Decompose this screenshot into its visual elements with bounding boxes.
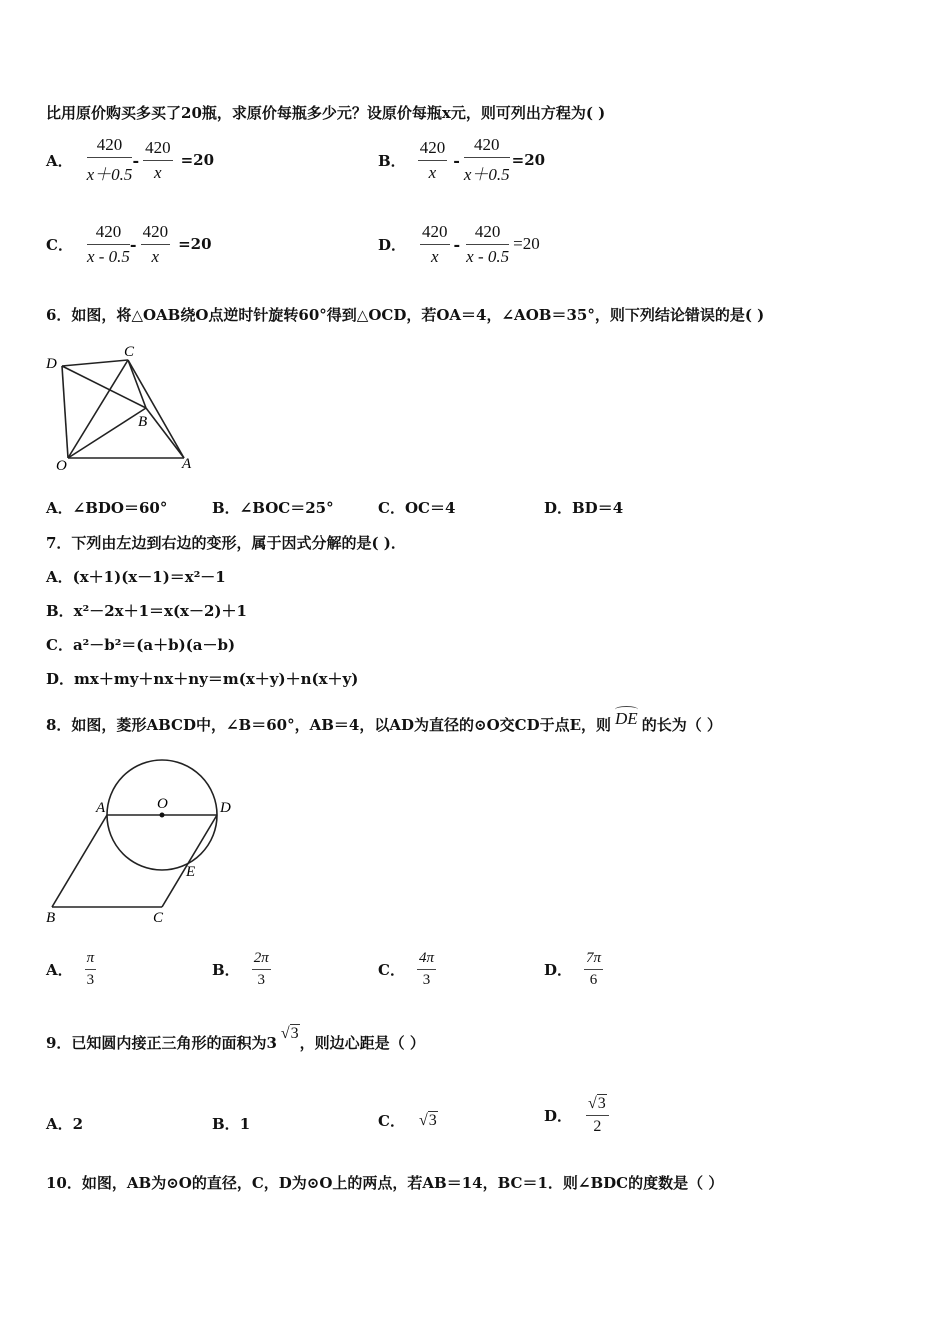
- q6-option-b: B．∠BOC＝25°: [212, 499, 334, 517]
- fraction: $\frac{420}{x}$: [422, 221, 448, 266]
- q8-option-a: A． $\frac{\pi}{3}$: [46, 949, 95, 988]
- fraction: $\frac{\pi}{3}$: [86, 949, 95, 988]
- q7-option-d: D．mx＋my＋nx＋ny＝m(x＋y)＋n(x＋y): [46, 670, 359, 688]
- q10-stem: 10．如图，AB为⊙O的直径，C，D为⊙O上的两点，若AB＝14，BC＝1．则∠BDC的度数是（ ）: [46, 1174, 724, 1192]
- q5-option-b: B． $\frac{420}{x}$ - $\frac{420}{x+0.5}$ =20: [378, 135, 546, 184]
- q8-figure: [40, 752, 250, 930]
- center-point: [160, 813, 165, 818]
- q5-option-c: C． $\frac{420}{x - 0.5}$ - $\frac{420}{x}$ =20: [46, 221, 212, 266]
- label-E: E: [186, 864, 196, 880]
- q7-option-c: C．a²－b²＝(a＋b)(a－b): [46, 636, 236, 654]
- q6-option-c: C．OC＝4: [378, 499, 456, 517]
- label-B: B: [138, 414, 148, 430]
- fraction: $\frac{420}{x}$: [142, 221, 169, 266]
- q9-stem: 9．已知圆内接正三角形的面积为3 √3 ，则边心距是（ ）: [46, 1025, 425, 1052]
- q8-option-c: C． $\frac{4\pi}{3}$: [378, 949, 434, 988]
- q8-option-b: B． $\frac{2\pi}{3}$: [212, 949, 269, 988]
- q7-option-b: B．x²－2x＋1＝x(x－2)＋1: [46, 602, 247, 620]
- q9-option-a: A．2: [46, 1115, 84, 1133]
- option-label: A．: [46, 151, 73, 170]
- fraction: $\frac{7\pi}{6}$: [586, 949, 602, 988]
- label-O: O: [56, 458, 67, 474]
- q6-figure: [44, 342, 200, 474]
- label-D: D: [220, 800, 231, 816]
- q9-option-c: C． √3: [378, 1111, 437, 1130]
- q6-option-d: D．BD＝4: [544, 499, 624, 517]
- option-label: D．: [378, 235, 407, 254]
- option-label: C．: [46, 235, 73, 254]
- label-A: A: [96, 800, 106, 816]
- q5-stem: 比用原价购买多买了20瓶，求原价每瓶多少元？设原价每瓶x元，则可列出方程为( ): [46, 104, 606, 122]
- fraction: $\frac{√3}{2}$: [586, 1095, 609, 1136]
- q5-option-a: A． $\frac{420}{x+0.5}$ - $\frac{420}{x}$ =20: [46, 135, 215, 184]
- radical: √3: [418, 1111, 437, 1129]
- fraction: $\frac{420}{x+0.5}$: [463, 135, 510, 184]
- label-D: D: [46, 356, 57, 372]
- q7-stem: 7．下列由左边到右边的变形，属于因式分解的是( )．: [46, 534, 406, 552]
- q8-option-d: D． $\frac{7\pi}{6}$: [544, 949, 602, 988]
- arc-notation: DE: [615, 709, 638, 729]
- fraction: $\frac{420}{x}$: [419, 137, 446, 182]
- q8-stem: 8．如图，菱形ABCD中，∠B＝60°，AB＝4，以AD为直径的⊙O交CD于点E，则 DE 的长为（ ）: [46, 714, 722, 735]
- label-C: C: [124, 344, 135, 360]
- fraction: $\frac{420}{x - 0.5}$: [86, 221, 130, 266]
- q9-option-d: D． $\frac{√3}{2}$: [544, 1090, 609, 1140]
- fraction: $\frac{420}{x+0.5}$: [86, 135, 133, 184]
- label-A: A: [182, 456, 192, 472]
- q6-option-a: A．∠BDO＝60°: [46, 499, 168, 517]
- q5-option-d: D． $\frac{420}{x}$ - $\frac{420}{x - 0.5}$ =20: [378, 221, 540, 266]
- q7-option-a: A．(x＋1)(x－1)＝x²－1: [46, 568, 226, 586]
- label-B: B: [46, 910, 56, 926]
- fraction: $\frac{420}{x - 0.5}$: [466, 221, 510, 266]
- q9-option-b: B．1: [212, 1115, 251, 1133]
- label-C: C: [153, 910, 164, 926]
- fraction: $\frac{2\pi}{3}$: [253, 949, 269, 988]
- option-label: B．: [378, 151, 406, 170]
- fraction: $\frac{4\pi}{3}$: [418, 949, 434, 988]
- label-O: O: [157, 796, 168, 812]
- q6-stem: 6．如图，将△OAB绕O点逆时针旋转60°得到△OCD，若OA＝4，∠AOB＝35°，则下列结论错误的是( ): [46, 306, 765, 324]
- fraction: $\frac{420}{x}$: [145, 137, 171, 182]
- radical: √3: [280, 1025, 299, 1042]
